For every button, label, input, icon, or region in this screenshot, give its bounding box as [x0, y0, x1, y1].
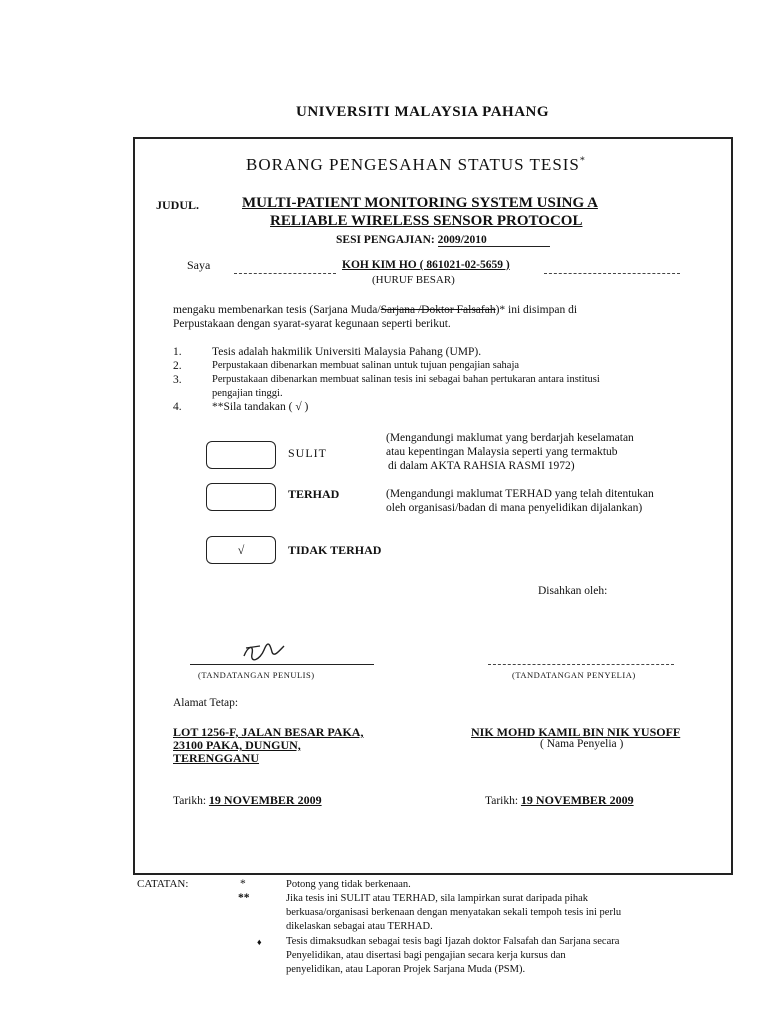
sulit-desc1: (Mengandungi maklumat yang berdarjah keselamatan [386, 432, 634, 444]
name-hint: (HURUF BESAR) [372, 274, 455, 286]
disahkan-label: Disahkan oleh: [538, 585, 608, 597]
name-line-left [234, 273, 336, 274]
note-3-mark: ♦ [257, 937, 262, 947]
sesi-label: SESI PENGAJIAN: [336, 234, 435, 246]
supervisor-sign-label: (TANDATANGAN PENYELIA) [512, 670, 636, 680]
form-title-text: BORANG PENGESAHAN STATUS TESIS [246, 155, 580, 174]
name-value: KOH KIM HO ( 861021-02-5659 ) [342, 259, 510, 271]
note-3-line3: penyelidikan, atau Laporan Projek Sarjana Muda (PSM). [286, 964, 526, 975]
saya-label: Saya [187, 258, 211, 272]
supervisor-sign-line [488, 664, 674, 665]
mengaku-post: )* ini disimpan di [495, 304, 578, 316]
terhad-desc2: oleh organisasi/badan di mana penyelidikan dijalankan) [386, 502, 643, 514]
terhad-desc1: (Mengandungi maklumat TERHAD yang telah ditentukan [386, 488, 654, 500]
mengaku-slash: / [377, 304, 381, 316]
item-2-text: Perpustakaan dibenarkan membuat salinan untuk tujuan pengajian sahaja [212, 360, 520, 371]
sulit-desc2: atau kepentingan Malaysia seperti yang termaktub [386, 446, 618, 458]
supervisor-name: NIK MOHD KAMIL BIN NIK YUSOFF [471, 725, 681, 739]
mengaku-sarjana: Sarjana [380, 304, 416, 316]
form-title-mark: * [579, 155, 586, 167]
note-1-mark: * [240, 878, 246, 890]
judul-line1: MULTI-PATIENT MONITORING SYSTEM USING A [242, 195, 598, 211]
name-line-right [544, 273, 680, 274]
note-2-line2: berkuasa/organisasi berkenaan dengan menyatakan sekali tempoh tesis ini perlu [286, 907, 622, 918]
tarikh-writer-row [173, 793, 322, 808]
address-line3: TERENGGANU [173, 751, 260, 765]
note-2-mark: ** [238, 892, 250, 904]
sulit-desc3: di dalam AKTA RAHSIA RASMI 1972) [388, 460, 575, 472]
alamat-label: Alamat Tetap: [173, 697, 239, 709]
item-4-text: **Sila tandakan ( √ ) [212, 401, 309, 413]
note-2-line3: dikelaskan sebagai atau TERHAD. [286, 921, 433, 932]
judul-line2: RELIABLE WIRELESS SENSOR PROTOCOL [270, 213, 583, 229]
sesi-value: 2009/2010 [438, 234, 550, 247]
form-title [246, 155, 586, 175]
sulit-checkbox[interactable] [206, 441, 276, 469]
item-3b-text: pengajian tinggi. [212, 388, 283, 399]
tarikh-writer-label: Tarikh: [173, 795, 207, 807]
sesi-row [336, 234, 550, 247]
mengaku-line2: Perpustakaan dengan syarat-syarat kegunaan seperti berikut. [173, 318, 451, 330]
address-line1: LOT 1256-F, JALAN BESAR PAKA, [173, 725, 364, 739]
item-2-num: 2. [173, 360, 182, 372]
mengaku-pre: mengaku membenarkan tesis (Sarjana [173, 304, 351, 316]
tidak-terhad-checkbox[interactable]: √ [206, 536, 276, 564]
writer-sign-line [190, 664, 374, 665]
note-1-text: Potong yang tidak berkenaan. [286, 879, 411, 890]
writer-sign-label: (TANDATANGAN PENULIS) [198, 670, 315, 680]
university-title: UNIVERSITI MALAYSIA PAHANG [296, 104, 550, 120]
mengaku-muda: Muda [350, 304, 378, 316]
terhad-checkbox[interactable] [206, 483, 276, 511]
terhad-label: TERHAD [288, 487, 340, 501]
judul-label: JUDUL. [156, 198, 200, 212]
tarikh-supervisor-value: 19 NOVEMBER 2009 [520, 793, 634, 807]
item-1-num: 1. [173, 346, 182, 358]
tidak-terhad-label: TIDAK TERHAD [288, 543, 382, 557]
note-2-line1: Jika tesis ini SULIT atau TERHAD, sila lampirkan surat daripada pihak [286, 893, 589, 904]
supervisor-hint: ( Nama Penyelia ) [540, 738, 624, 750]
mengaku-doktor: /Doktor Falsafah [415, 304, 496, 316]
note-3-line2: Penyelidikan, atau disertasi bagi pengajian secara kerja kursus dan [286, 950, 566, 961]
mengaku-line1 [173, 304, 577, 316]
item-3-num: 3. [173, 374, 182, 386]
item-4-num: 4. [173, 401, 182, 413]
note-3-line1: Tesis dimaksudkan sebagai tesis bagi Ijazah doktor Falsafah dan Sarjana secara [286, 936, 620, 947]
address-line2: 23100 PAKA, DUNGUN, [173, 738, 301, 752]
catatan-label: CATATAN: [137, 878, 189, 890]
tarikh-supervisor-label: Tarikh: [485, 795, 519, 807]
writer-signature [238, 636, 298, 666]
item-1-text: Tesis adalah hakmilik Universiti Malaysia Pahang (UMP). [212, 346, 482, 358]
item-3-text: Perpustakaan dibenarkan membuat salinan tesis ini sebagai bahan pertukaran antara institusi [212, 374, 600, 385]
tarikh-supervisor-row [485, 793, 634, 808]
sulit-label: SULIT [288, 446, 327, 460]
tarikh-writer-value: 19 NOVEMBER 2009 [208, 793, 322, 807]
